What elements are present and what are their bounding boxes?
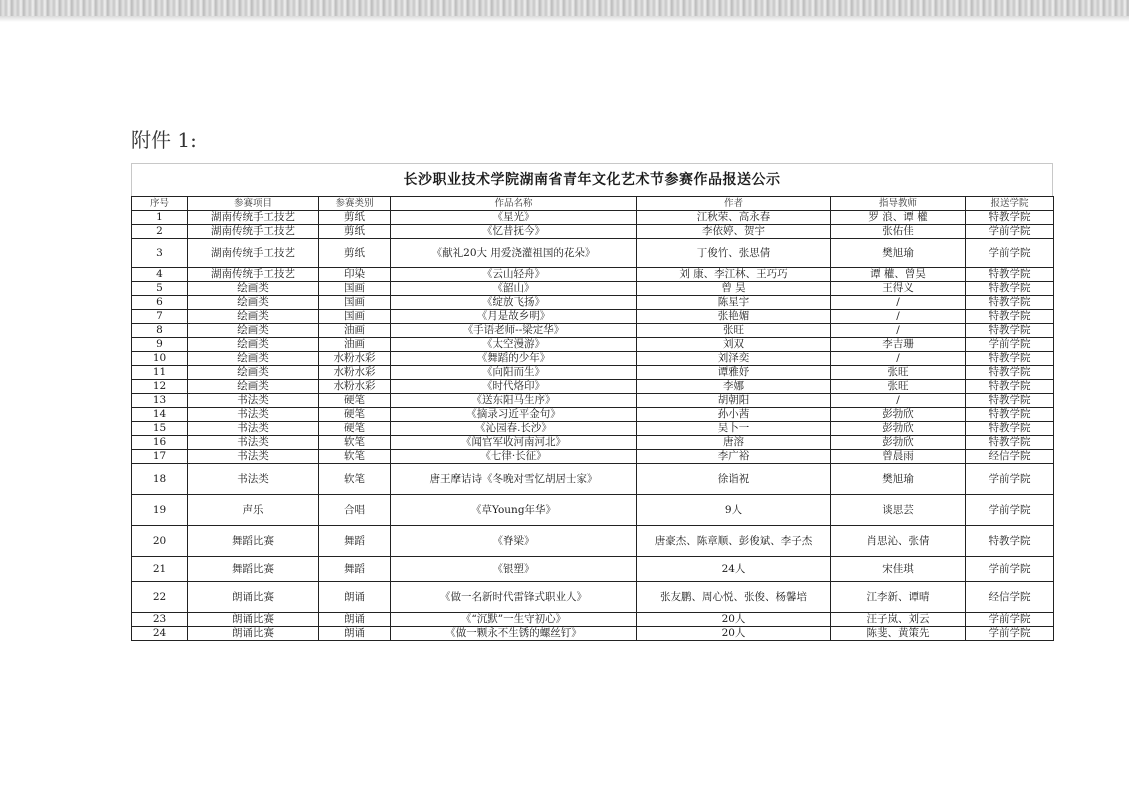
- cell-author: 李娜: [637, 380, 831, 394]
- cell-college: 学前学院: [966, 225, 1054, 239]
- cell-author: 李依婷、贺宇: [637, 225, 831, 239]
- cell-work: 《太空漫游》: [391, 338, 637, 352]
- cell-no: 24: [132, 627, 188, 641]
- cell-category: 软笔: [319, 450, 391, 464]
- table-row: [132, 310, 1054, 324]
- cell-no: 9: [132, 338, 188, 352]
- cell-no: 11: [132, 366, 188, 380]
- cell-teacher: 谈思芸: [831, 495, 966, 526]
- cell-author: 20人: [637, 613, 831, 627]
- cell-work: 《献礼20大 用爱浇灌祖国的花朵》: [391, 239, 637, 268]
- cell-college: 特教学院: [966, 352, 1054, 366]
- cell-author: 9人: [637, 495, 831, 526]
- cell-project: 朗诵比赛: [188, 627, 319, 641]
- cell-project: 绘画类: [188, 366, 319, 380]
- cell-author: 唐豪杰、陈章顺、彭俊斌、李子杰: [637, 526, 831, 557]
- cell-category: 软笔: [319, 464, 391, 495]
- cell-no: 23: [132, 613, 188, 627]
- cell-work: 《绽放飞扬》: [391, 296, 637, 310]
- table-row: [132, 582, 1054, 613]
- cell-category: 国画: [319, 282, 391, 296]
- cell-college: 学前学院: [966, 239, 1054, 268]
- cell-category: 舞蹈: [319, 526, 391, 557]
- cell-project: 绘画类: [188, 380, 319, 394]
- cell-work: 《时代烙印》: [391, 380, 637, 394]
- table-row: [132, 450, 1054, 464]
- cell-author: 张旺: [637, 324, 831, 338]
- cell-college: 学前学院: [966, 627, 1054, 641]
- cell-work: 《银塑》: [391, 557, 637, 582]
- submission-table: [131, 196, 1054, 641]
- cell-work: 《舞蹈的少年》: [391, 352, 637, 366]
- cell-teacher: /: [831, 324, 966, 338]
- cell-author: 胡朝阳: [637, 394, 831, 408]
- col-header-author: 作者: [637, 197, 831, 211]
- cell-project: 声乐: [188, 495, 319, 526]
- attachment-label: 附件 1:: [131, 128, 197, 152]
- cell-author: 刘 康、李江林、王巧巧: [637, 268, 831, 282]
- table-row: [132, 239, 1054, 268]
- col-header-teacher: 指导教师: [831, 197, 966, 211]
- cell-no: 4: [132, 268, 188, 282]
- cell-no: 18: [132, 464, 188, 495]
- cell-category: 国画: [319, 310, 391, 324]
- cell-teacher: 汪子岚、刘云: [831, 613, 966, 627]
- cell-work: 唐王摩诘诗《冬晚对雪忆胡居士家》: [391, 464, 637, 495]
- cell-category: 剪纸: [319, 211, 391, 225]
- submission-sheet: [131, 163, 1053, 641]
- cell-author: 李广裕: [637, 450, 831, 464]
- cell-teacher: 樊旭瑜: [831, 239, 966, 268]
- table-row: [132, 296, 1054, 310]
- cell-teacher: /: [831, 352, 966, 366]
- cell-work: 《云山轻舟》: [391, 268, 637, 282]
- cell-teacher: 江李新、谭晴: [831, 582, 966, 613]
- cell-no: 15: [132, 422, 188, 436]
- cell-teacher: 樊旭瑜: [831, 464, 966, 495]
- cell-category: 朗诵: [319, 613, 391, 627]
- cell-teacher: /: [831, 296, 966, 310]
- cell-author: 张友鹏、周心悦、张俊、杨馨培: [637, 582, 831, 613]
- cell-work: 《星光》: [391, 211, 637, 225]
- cell-project: 朗诵比赛: [188, 613, 319, 627]
- cell-project: 书法类: [188, 450, 319, 464]
- cell-work: 《“沉默”一生守初心》: [391, 613, 637, 627]
- cell-college: 学前学院: [966, 613, 1054, 627]
- cell-no: 20: [132, 526, 188, 557]
- cell-college: 学前学院: [966, 557, 1054, 582]
- cell-category: 水粉水彩: [319, 380, 391, 394]
- cell-project: 绘画类: [188, 338, 319, 352]
- scan-edge: [0, 0, 1129, 16]
- cell-teacher: 曾晨雨: [831, 450, 966, 464]
- cell-category: 油画: [319, 324, 391, 338]
- cell-project: 舞蹈比赛: [188, 557, 319, 582]
- cell-teacher: 彭勃欣: [831, 436, 966, 450]
- cell-project: 湖南传统手工技艺: [188, 225, 319, 239]
- cell-author: 刘双: [637, 338, 831, 352]
- cell-category: 国画: [319, 296, 391, 310]
- cell-project: 绘画类: [188, 296, 319, 310]
- cell-no: 17: [132, 450, 188, 464]
- cell-author: 谭雅妤: [637, 366, 831, 380]
- table-row: [132, 464, 1054, 495]
- cell-category: 印染: [319, 268, 391, 282]
- cell-college: 特教学院: [966, 324, 1054, 338]
- table-row: [132, 422, 1054, 436]
- cell-project: 朗诵比赛: [188, 582, 319, 613]
- cell-category: 水粉水彩: [319, 352, 391, 366]
- cell-project: 湖南传统手工技艺: [188, 239, 319, 268]
- cell-work: 《做一颗永不生锈的螺丝钉》: [391, 627, 637, 641]
- cell-college: 学前学院: [966, 495, 1054, 526]
- table-row: [132, 613, 1054, 627]
- cell-category: 朗诵: [319, 582, 391, 613]
- cell-college: 经信学院: [966, 450, 1054, 464]
- cell-college: 特教学院: [966, 526, 1054, 557]
- cell-author: 江秋荣、高永春: [637, 211, 831, 225]
- cell-work: 《七律·长征》: [391, 450, 637, 464]
- col-header-category: 参赛类别: [319, 197, 391, 211]
- table-row: [132, 352, 1054, 366]
- table-row: [132, 324, 1054, 338]
- cell-author: 20人: [637, 627, 831, 641]
- cell-college: 特教学院: [966, 296, 1054, 310]
- cell-work: 《忆昔抚今》: [391, 225, 637, 239]
- cell-work: 《向阳而生》: [391, 366, 637, 380]
- table-row: [132, 268, 1054, 282]
- cell-category: 水粉水彩: [319, 366, 391, 380]
- cell-author: 吴卜一: [637, 422, 831, 436]
- cell-teacher: 王得义: [831, 282, 966, 296]
- cell-teacher: /: [831, 394, 966, 408]
- cell-project: 湖南传统手工技艺: [188, 268, 319, 282]
- scan-shadow: [0, 16, 1129, 22]
- cell-no: 19: [132, 495, 188, 526]
- cell-project: 书法类: [188, 408, 319, 422]
- col-header-no: 序号: [132, 197, 188, 211]
- cell-no: 22: [132, 582, 188, 613]
- cell-college: 学前学院: [966, 338, 1054, 352]
- cell-teacher: 肖思沁、张倩: [831, 526, 966, 557]
- cell-category: 剪纸: [319, 239, 391, 268]
- cell-project: 绘画类: [188, 310, 319, 324]
- cell-author: 丁俊竹、张思倩: [637, 239, 831, 268]
- cell-project: 绘画类: [188, 352, 319, 366]
- cell-teacher: 张旺: [831, 380, 966, 394]
- cell-category: 剪纸: [319, 225, 391, 239]
- table-row: [132, 436, 1054, 450]
- cell-college: 特教学院: [966, 394, 1054, 408]
- cell-project: 书法类: [188, 436, 319, 450]
- cell-category: 舞蹈: [319, 557, 391, 582]
- cell-project: 绘画类: [188, 324, 319, 338]
- cell-work: 《做一名新时代雷锋式职业人》: [391, 582, 637, 613]
- cell-category: 软笔: [319, 436, 391, 450]
- table-row: [132, 366, 1054, 380]
- cell-no: 14: [132, 408, 188, 422]
- cell-teacher: 宋佳琪: [831, 557, 966, 582]
- cell-no: 13: [132, 394, 188, 408]
- cell-no: 7: [132, 310, 188, 324]
- col-header-project: 参赛项目: [188, 197, 319, 211]
- cell-author: 唐溶: [637, 436, 831, 450]
- cell-work: 《草Young年华》: [391, 495, 637, 526]
- cell-work: 《闻官军收河南河北》: [391, 436, 637, 450]
- cell-work: 《脊梁》: [391, 526, 637, 557]
- cell-college: 特教学院: [966, 436, 1054, 450]
- cell-no: 10: [132, 352, 188, 366]
- cell-author: 刘泽奕: [637, 352, 831, 366]
- table-row: [132, 627, 1054, 641]
- cell-work: 《月是故乡明》: [391, 310, 637, 324]
- table-row: [132, 380, 1054, 394]
- cell-college: 学前学院: [966, 464, 1054, 495]
- cell-college: 特教学院: [966, 310, 1054, 324]
- cell-no: 12: [132, 380, 188, 394]
- table-row: [132, 557, 1054, 582]
- cell-project: 书法类: [188, 422, 319, 436]
- cell-college: 特教学院: [966, 366, 1054, 380]
- cell-college: 特教学院: [966, 380, 1054, 394]
- cell-work: 《送东阳马生序》: [391, 394, 637, 408]
- table-row: [132, 211, 1054, 225]
- cell-no: 5: [132, 282, 188, 296]
- cell-college: 经信学院: [966, 582, 1054, 613]
- cell-college: 特教学院: [966, 268, 1054, 282]
- cell-college: 特教学院: [966, 422, 1054, 436]
- cell-teacher: /: [831, 310, 966, 324]
- cell-work: 《韶山》: [391, 282, 637, 296]
- cell-work: 《手语老师--梁定华》: [391, 324, 637, 338]
- col-header-work: 作品名称: [391, 197, 637, 211]
- cell-category: 硬笔: [319, 394, 391, 408]
- cell-work: 《摘录习近平金句》: [391, 408, 637, 422]
- cell-category: 硬笔: [319, 408, 391, 422]
- cell-author: 曾 昊: [637, 282, 831, 296]
- cell-author: 24人: [637, 557, 831, 582]
- cell-teacher: 彭勃欣: [831, 422, 966, 436]
- cell-no: 6: [132, 296, 188, 310]
- cell-college: 特教学院: [966, 408, 1054, 422]
- cell-teacher: 陈斐、黄策先: [831, 627, 966, 641]
- cell-teacher: 彭勃欣: [831, 408, 966, 422]
- cell-project: 绘画类: [188, 282, 319, 296]
- table-row: [132, 282, 1054, 296]
- table-row: [132, 394, 1054, 408]
- cell-project: 书法类: [188, 394, 319, 408]
- cell-teacher: 谭 權、曾昊: [831, 268, 966, 282]
- cell-category: 朗诵: [319, 627, 391, 641]
- table-row: [132, 495, 1054, 526]
- cell-work: 《沁园春.长沙》: [391, 422, 637, 436]
- table-row: [132, 526, 1054, 557]
- cell-no: 1: [132, 211, 188, 225]
- cell-project: 舞蹈比赛: [188, 526, 319, 557]
- cell-no: 8: [132, 324, 188, 338]
- cell-author: 陈星宇: [637, 296, 831, 310]
- cell-author: 孙小茜: [637, 408, 831, 422]
- cell-category: 硬笔: [319, 422, 391, 436]
- cell-teacher: 李吉珊: [831, 338, 966, 352]
- cell-teacher: 张佑佳: [831, 225, 966, 239]
- col-header-college: 报送学院: [966, 197, 1054, 211]
- cell-author: 张艳媚: [637, 310, 831, 324]
- cell-teacher: 罗 浪、谭 權: [831, 211, 966, 225]
- cell-no: 16: [132, 436, 188, 450]
- cell-author: 徐诣祝: [637, 464, 831, 495]
- table-row: [132, 338, 1054, 352]
- cell-category: 油画: [319, 338, 391, 352]
- cell-teacher: 张旺: [831, 366, 966, 380]
- table-header-row: [132, 197, 1054, 211]
- cell-category: 合唱: [319, 495, 391, 526]
- document-title: 长沙职业技术学院湖南省青年文化艺术节参赛作品报送公示: [131, 163, 1053, 196]
- cell-no: 21: [132, 557, 188, 582]
- cell-college: 特教学院: [966, 211, 1054, 225]
- table-body: [132, 211, 1054, 641]
- table-row: [132, 225, 1054, 239]
- table-row: [132, 408, 1054, 422]
- cell-project: 湖南传统手工技艺: [188, 211, 319, 225]
- cell-no: 2: [132, 225, 188, 239]
- cell-project: 书法类: [188, 464, 319, 495]
- cell-college: 特教学院: [966, 282, 1054, 296]
- cell-no: 3: [132, 239, 188, 268]
